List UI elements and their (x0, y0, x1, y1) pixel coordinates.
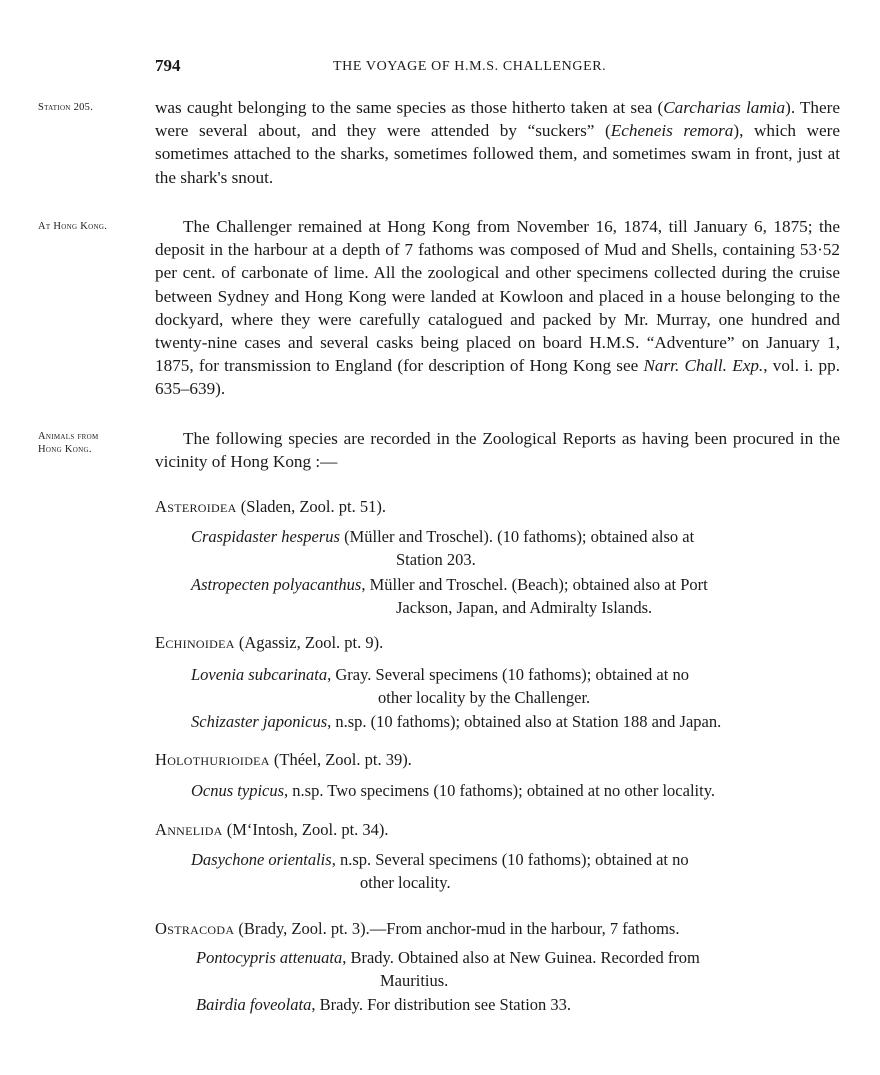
group-heading-ostracoda (155, 917, 840, 940)
species-entry-continuation: other locality by the Challenger. (378, 688, 591, 707)
citation: Narr. Chall. Exp. (643, 356, 764, 376)
group-name: Holothurioidea (155, 750, 270, 769)
species-name: Lovenia subcarinata (191, 665, 328, 684)
group-reference: (Agassiz, Zool. pt. 9). (234, 633, 384, 652)
species-name: Astropecten polyacanthus (191, 575, 362, 594)
group-heading-echinoidea (155, 631, 840, 654)
species-entry (191, 848, 839, 871)
group-reference: (M‘Intosh, Zool. pt. 34). (222, 820, 389, 839)
species-entry (196, 993, 839, 1016)
group-heading-asteroidea (155, 495, 840, 518)
group-name: Ostracoda (155, 919, 235, 938)
species-entry (196, 946, 839, 969)
species-details: , Gray. Several specimens (10 fathoms); obtained at no (327, 665, 689, 684)
text-span: ). There were several about, and they were attended by “suckers” ( (155, 98, 840, 141)
margin-note-animals-line2: Hong Kong. (38, 444, 92, 455)
page-header (155, 56, 840, 80)
species-entry (191, 525, 839, 548)
species-entry (191, 779, 839, 802)
species-entry-continuation: other locality. (360, 873, 451, 892)
species-details: , n.sp. Several specimens (10 fathoms); obtained at no (331, 850, 689, 869)
species-details: (Müller and Troschel). (10 fathoms); obtained also at (339, 527, 695, 546)
group-name: Echinoidea (155, 633, 235, 652)
paragraph-shark (155, 96, 840, 189)
species-name: Dasychone orientalis (191, 850, 332, 869)
paragraph-species-intro: The following species are recorded in the Zoological Reports as having been procured in the vicinity of Hong Kong :— (155, 429, 840, 472)
species-details: , n.sp. (10 fathoms); obtained also at Station 188 and Japan. (327, 712, 722, 731)
margin-note-station: Station 205. (38, 102, 94, 113)
species-name: Carcharias lamia (663, 98, 786, 117)
group-reference: (Sladen, Zool. pt. 51). (236, 497, 386, 516)
species-entry-continuation: Mauritius. (380, 971, 449, 990)
species-details: , Müller and Troschel. (Beach); obtained also at Port (361, 575, 708, 594)
text-span: ), which were sometimes attached to the sharks, sometimes followed them, and sometimes swam in front, just at the shark's snout. (155, 121, 841, 187)
margin-note-animals (38, 430, 148, 456)
species-entry (191, 663, 839, 686)
species-name: Ocnus typicus (191, 781, 285, 800)
margin-note-hong-kong: At Hong Kong. (38, 221, 108, 232)
species-name: Bairdia foveolata (196, 995, 312, 1014)
species-entry (191, 710, 839, 733)
group-name: Annelida (155, 820, 223, 839)
species-details: , Brady. Obtained also at New Guinea. Recorded from (342, 948, 700, 967)
group-reference: (Brady, Zool. pt. 3).—From anchor-mud in the harbour, 7 fathoms. (234, 919, 680, 938)
page-number: 794 (155, 56, 181, 75)
species-name: Echeneis remora (610, 121, 734, 141)
species-name: Craspidaster hesperus (191, 527, 340, 546)
species-details: , Brady. For distribution see Station 33. (311, 995, 572, 1014)
species-name: Schizaster japonicus (191, 712, 328, 731)
running-title: THE VOYAGE OF H.M.S. CHALLENGER. (333, 59, 607, 74)
paragraph-hong-kong (155, 215, 840, 401)
species-entry (191, 573, 839, 596)
margin-note-animals-line1: Animals from (38, 431, 99, 442)
species-entry-continuation: Jackson, Japan, and Admiralty Islands. (396, 598, 653, 617)
group-reference: (Théel, Zool. pt. 39). (269, 750, 412, 769)
text-span: The Challenger remained at Hong Kong from November 16, 1874, till January 6, 1875; the deposit in the harbour at a depth of 7 fathoms was composed of Mud and Shells, containing 53·52 per cent. of carbonate of lime. All the zoological and other specimens collected during the cruise between Sydney and Hong Kong were landed at Kowloon and placed in a house belonging to the dockyard, where they were carefully catalogued and packed by Mr. Murray, one hundred and twenty-nine cases and several casks being placed on board H.M.S. “Adventure” on January 1, 1875, for transmission to England (for description of Hong Kong see (155, 217, 840, 376)
group-heading-annelida (155, 818, 840, 841)
group-name: Asteroidea (155, 497, 237, 516)
species-details: , n.sp. Two specimens (10 fathoms); obtained at no other locality. (284, 781, 715, 800)
species-name: Pontocypris attenuata (196, 948, 343, 967)
text-span: , vol. i. pp. 635–639). (155, 356, 840, 399)
text-span: was caught belonging to the same species as those hitherto taken at sea ( (155, 98, 664, 117)
group-heading-holothurioidea (155, 748, 840, 771)
species-entry-continuation: Station 203. (396, 550, 476, 569)
